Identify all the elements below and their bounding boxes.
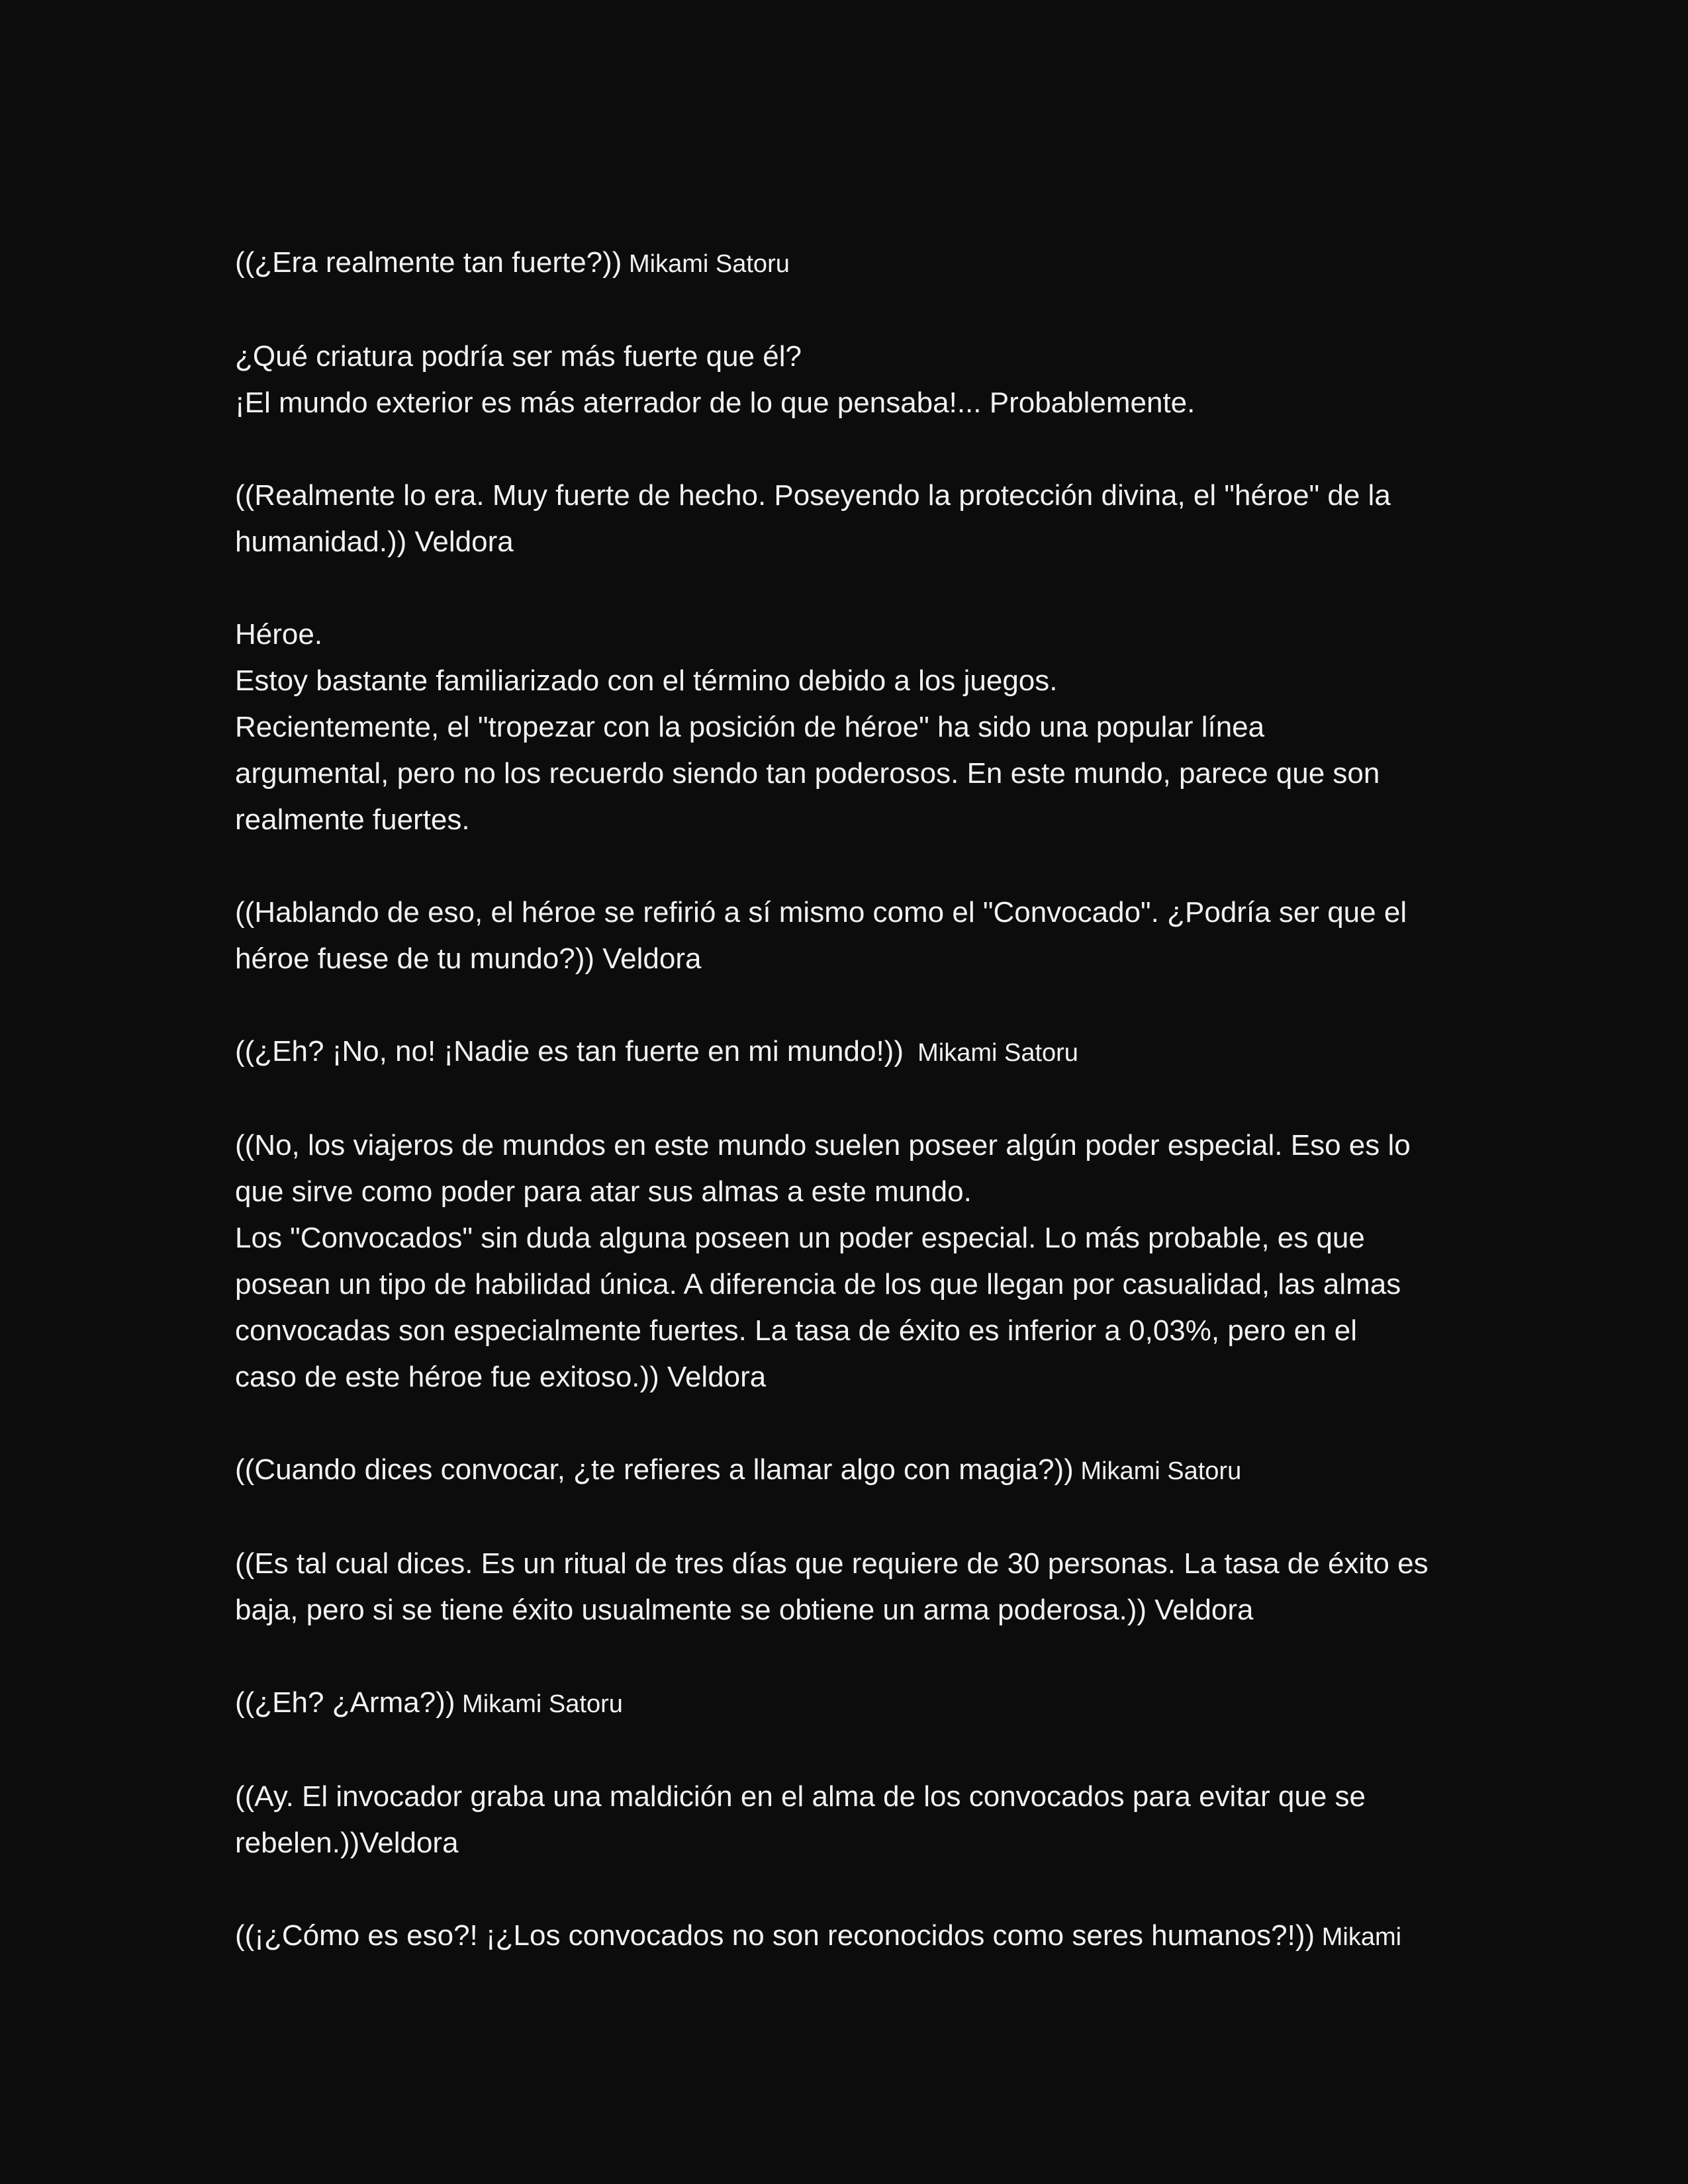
text-line: caso de este héroe fue exitoso.)) Veldora bbox=[235, 1361, 767, 1393]
text-line: ¿Qué criatura podría ser más fuerte que él? bbox=[235, 340, 802, 373]
speaker-name: Mikami Satoru bbox=[455, 1690, 623, 1718]
document-body bbox=[235, 240, 1453, 2007]
dialogue-line bbox=[235, 1447, 1453, 1494]
text-line: ((Es tal cual dices. Es un ritual de tres días que requiere de 30 personas. La tasa de éxito es bbox=[235, 1547, 1429, 1580]
text-line: ¡El mundo exterior es más aterrador de lo que pensaba!... Probablemente. bbox=[235, 387, 1196, 419]
text-line: posean un tipo de habilidad única. A diferencia de los que llegan por casualidad, las almas bbox=[235, 1268, 1401, 1300]
paragraph bbox=[235, 334, 1453, 426]
line-text: ((Cuando dices convocar, ¿te refieres a llamar algo con magia?)) bbox=[235, 1453, 1074, 1486]
dialogue-line bbox=[235, 1680, 1453, 1727]
line-text: ((¿Eh? ¡No, no! ¡Nadie es tan fuerte en mi mundo!)) bbox=[235, 1035, 904, 1068]
speaker-name: Mikami bbox=[1315, 1923, 1402, 1951]
text-line: rebelen.))Veldora bbox=[235, 1827, 459, 1859]
text-line: humanidad.)) Veldora bbox=[235, 525, 514, 558]
paragraph bbox=[235, 889, 1453, 982]
paragraph bbox=[235, 1541, 1453, 1633]
text-line: ((Ay. El invocador graba una maldición en el alma de los convocados para evitar que se bbox=[235, 1780, 1366, 1813]
text-line: Estoy bastante familiarizado con el término debido a los juegos. bbox=[235, 664, 1058, 697]
paragraph bbox=[235, 473, 1453, 565]
text-line: baja, pero si se tiene éxito usualmente se obtiene un arma poderosa.)) Veldora bbox=[235, 1594, 1254, 1626]
paragraph bbox=[235, 1680, 1453, 1727]
paragraph bbox=[235, 1913, 1453, 1960]
text-line: Recientemente, el "tropezar con la posición de héroe" ha sido una popular línea bbox=[235, 711, 1265, 743]
line-text: ((¿Eh? ¿Arma?)) bbox=[235, 1686, 455, 1719]
line-text: ((¡¿Cómo es eso?! ¡¿Los convocados no son reconocidos como seres humanos?!)) bbox=[235, 1919, 1315, 1952]
text-line: héroe fuese de tu mundo?)) Veldora bbox=[235, 942, 702, 975]
speaker-name: Mikami Satoru bbox=[903, 1039, 1078, 1067]
paragraph bbox=[235, 1122, 1453, 1400]
text-line: convocadas son especialmente fuertes. La tasa de éxito es inferior a 0,03%, pero en el bbox=[235, 1314, 1358, 1347]
paragraph bbox=[235, 1028, 1453, 1076]
text-line: ((Realmente lo era. Muy fuerte de hecho. Poseyendo la protección divina, el "héroe" de la bbox=[235, 479, 1391, 512]
text-line: que sirve como poder para atar sus almas a este mundo. bbox=[235, 1175, 972, 1208]
text-line: Héroe. bbox=[235, 618, 323, 651]
paragraph bbox=[235, 240, 1453, 287]
paragraph bbox=[235, 1774, 1453, 1866]
text-line: ((Hablando de eso, el héroe se refirió a sí mismo como el "Convocado". ¿Podría ser que el bbox=[235, 896, 1407, 929]
text-line: argumental, pero no los recuerdo siendo tan poderosos. En este mundo, parece que son bbox=[235, 757, 1380, 790]
speaker-name: Mikami Satoru bbox=[622, 250, 790, 278]
paragraph bbox=[235, 1447, 1453, 1494]
text-line: Los "Convocados" sin duda alguna poseen un poder especial. Lo más probable, es que bbox=[235, 1222, 1365, 1254]
speaker-name: Mikami Satoru bbox=[1073, 1457, 1242, 1485]
dialogue-line bbox=[235, 1913, 1453, 1960]
dialogue-line bbox=[235, 240, 1453, 287]
text-line: realmente fuertes. bbox=[235, 803, 470, 836]
text-line: ((No, los viajeros de mundos en este mundo suelen poseer algún poder especial. Eso es lo bbox=[235, 1129, 1411, 1161]
paragraph bbox=[235, 612, 1453, 843]
dialogue-line bbox=[235, 1028, 1453, 1076]
line-text: ((¿Era realmente tan fuerte?)) bbox=[235, 246, 622, 279]
